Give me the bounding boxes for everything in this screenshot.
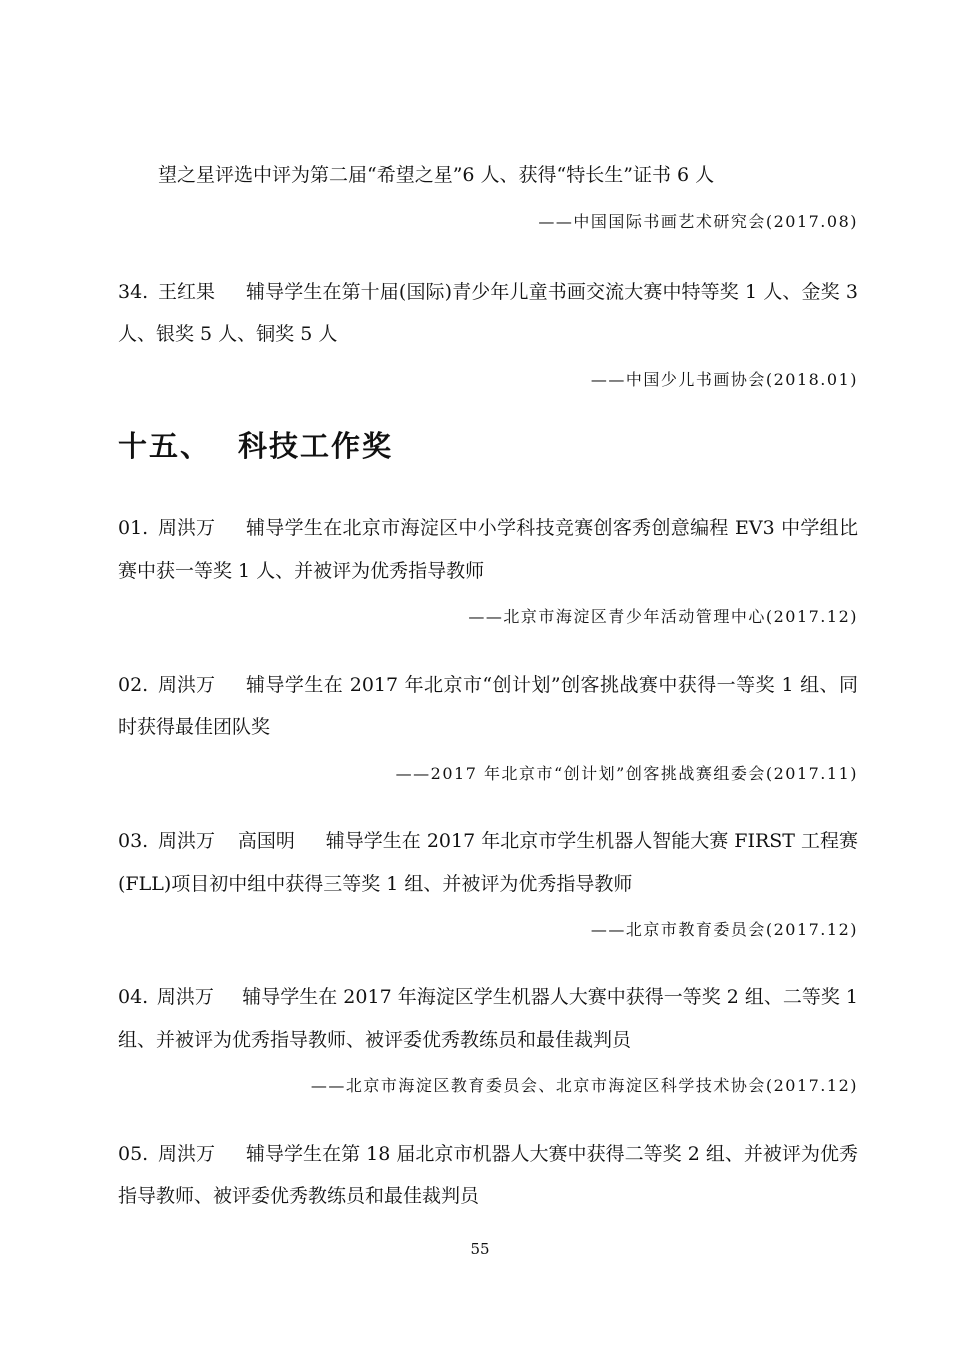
award-description: 辅导学生在 2017 年北京市“创计划”创客挑战赛中获得一等奖 1 组、同 (246, 674, 858, 696)
award-description-continued: 指导教师、被评委优秀教练员和最佳裁判员 (118, 1185, 480, 1207)
award-description-continued: (FLL)项目初中组中获得三等奖 1 组、并被评为优秀指导教师 (118, 873, 633, 895)
award-description-continued: 赛中获一等奖 1 人、并被评为优秀指导教师 (118, 560, 485, 582)
entry-number: 02. (118, 674, 149, 696)
teacher-name: 周洪万 (158, 674, 216, 696)
entry-number: 04. (118, 986, 149, 1008)
teacher-name: 王红果 (158, 281, 216, 303)
section-number: 十五、 (118, 429, 212, 463)
award-entry-05 (118, 1142, 858, 1166)
award-description: 辅导学生在 2017 年北京市学生机器人智能大赛 FIRST 工程赛 (325, 830, 858, 852)
award-source: ——中国少儿书画协会(2018.01) (590, 370, 858, 389)
award-description-continued: 人、银奖 5 人、铜奖 5 人 (118, 323, 338, 345)
teacher-name: 周洪万 (158, 517, 216, 539)
teacher-name: 周洪万 (157, 830, 215, 852)
continued-text-line: 望之星评选中评为第二届“希望之星”6 人、获得“特长生”证书 6 人 (158, 164, 715, 186)
teacher-name-2: 高国明 (237, 830, 295, 852)
award-description: 辅导学生在第 18 届北京市机器人大赛中获得二等奖 2 组、并被评为优秀 (246, 1143, 858, 1165)
page-number: 55 (470, 1240, 490, 1258)
entry-number: 01. (118, 517, 149, 539)
section-title: 科技工作奖 (238, 429, 394, 463)
entry-number: 34. (118, 281, 149, 303)
award-source: ——北京市教育委员会(2017.12) (590, 920, 858, 939)
award-entry-02 (118, 673, 858, 697)
award-entry-04 (118, 985, 858, 1009)
award-source: ——北京市海淀区教育委员会、北京市海淀区科学技术协会(2017.12) (310, 1076, 858, 1095)
award-source: ——中国国际书画艺术研究会(2017.08) (538, 212, 858, 231)
award-source: ——2017 年北京市“创计划”创客挑战赛组委会(2017.11) (395, 764, 858, 783)
award-source: ——北京市海淀区青少年活动管理中心(2017.12) (468, 607, 858, 626)
award-entry-03 (118, 829, 858, 853)
teacher-name: 周洪万 (156, 986, 214, 1008)
award-description-continued: 时获得最佳团队奖 (118, 716, 271, 738)
section-heading (118, 428, 393, 464)
award-description: 辅导学生在第十届(国际)青少年儿童书画交流大赛中特等奖 1 人、金奖 3 (246, 281, 858, 303)
award-description: 辅导学生在 2017 年海淀区学生机器人大赛中获得一等奖 2 组、二等奖 1 (242, 986, 858, 1008)
entry-number: 03. (118, 830, 149, 852)
award-description-continued: 组、并被评为优秀指导教师、被评委优秀教练员和最佳裁判员 (118, 1029, 632, 1051)
award-description: 辅导学生在北京市海淀区中小学科技竞赛创客秀创意编程 EV3 中学组比 (246, 517, 858, 539)
entry-number: 05. (118, 1143, 149, 1165)
award-entry-34 (118, 280, 858, 304)
award-entry-01 (118, 516, 858, 540)
teacher-name: 周洪万 (158, 1143, 216, 1165)
